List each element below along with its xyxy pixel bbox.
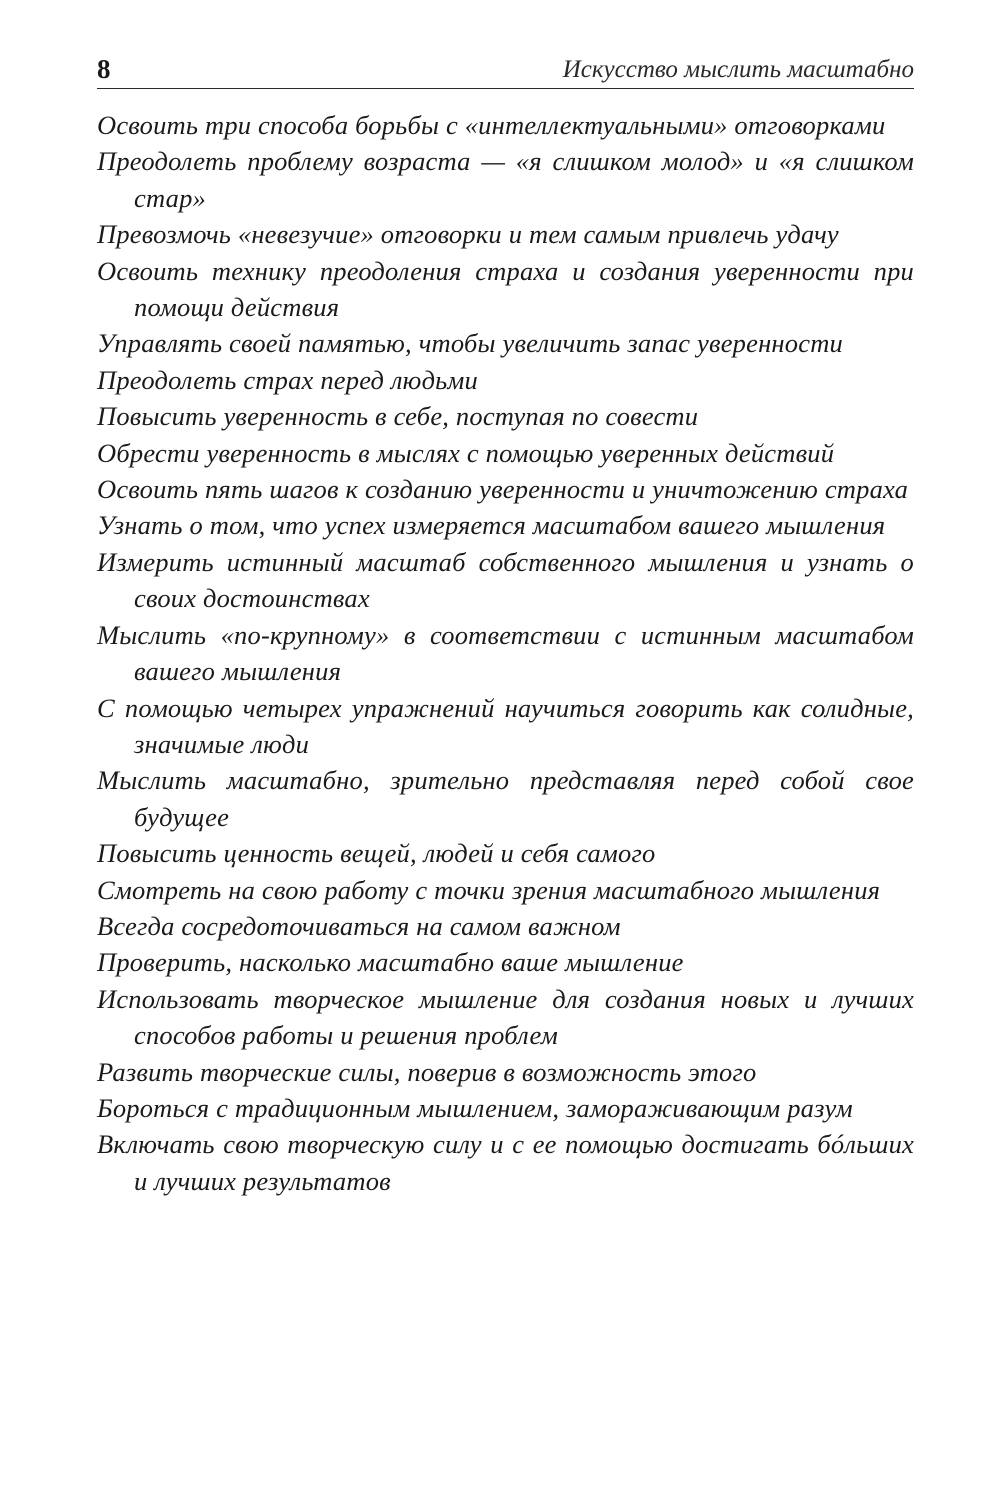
list-item: Бороться с традиционным мышлением, замораживающим разум [97,1092,853,1123]
list-item: Включать свою творческую силу и с ее помощью достигать бóльших и лучших результатов [97,1129,914,1196]
list-item: Освоить пять шагов к созданию уверенности и уничтожению страха [97,474,909,505]
running-title: Искусство мыслить масштабно [562,56,914,83]
list-item: Освоить три способа борьбы с «интеллектуальными» отговорками [97,110,886,140]
list-item: Смотреть на свою работу с точки зрения масштабного мышления [97,874,881,905]
list-item: Мыслить масштабно, зрительно представляя перед собой свое будущее [97,765,914,832]
list-item: С помощью четырех упражнений научиться говорить как солидные, значимые люди [97,692,914,759]
list-item: Измерить истинный масштаб собственного мышления и узнать о своих достоинствах [97,546,914,614]
list-item: Освоить технику преодоления страха и создания уверенности при помощи действия [97,255,914,323]
list-item: Узнать о том, что успех измеряется масштабом вашего мышления [97,510,886,541]
list-item: Превозмочь «невезучие» отговорки и тем самым привлечь удачу [97,219,839,250]
list-item: Управлять своей памятью, чтобы увеличить запас уверенности [97,328,843,359]
list-item: Преодолеть проблему возраста — «я слишком молод» и «я слишком стар» [97,146,914,213]
list-item: Мыслить «по-крупному» в соответствии с истинным масштабом вашего мышления [97,619,914,687]
goals-list [97,107,914,1199]
list-item: Проверить, насколько масштабно ваше мышление [97,947,684,978]
list-item: Обрести уверенность в мыслях с помощью уверенных действий [97,437,835,468]
page-number: 8 [97,54,111,84]
list-item: Преодолеть страх перед людьми [97,364,478,395]
list-item: Использовать творческое мышление для создания новых и лучших способов работы и решения проблем [97,983,914,1051]
page-header [97,52,914,89]
list-item: Всегда сосредоточиваться на самом важном [97,910,621,941]
list-item: Развить творческие силы, поверив в возможность этого [97,1056,757,1087]
list-item: Повысить ценность вещей, людей и себя самого [97,838,656,869]
list-item: Повысить уверенность в себе, поступая по совести [97,401,699,432]
